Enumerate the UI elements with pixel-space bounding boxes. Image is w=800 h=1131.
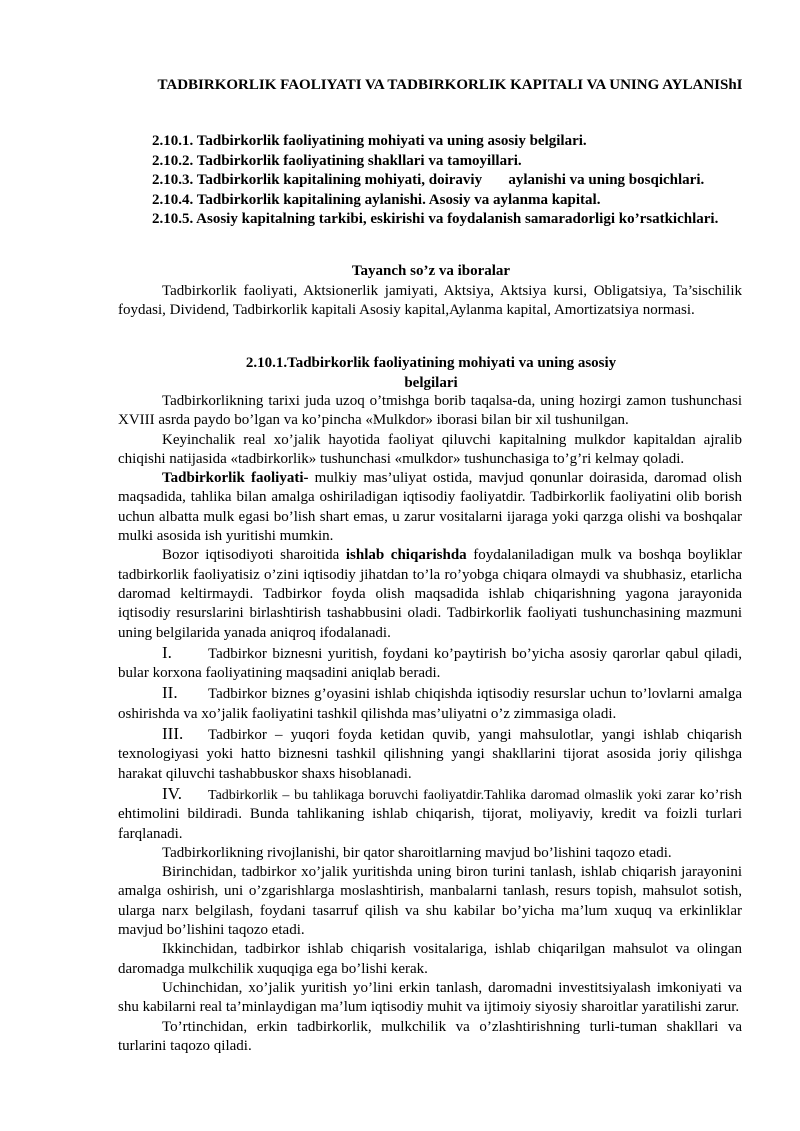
paragraph: Ikkinchidan, tadbirkor ishlab chiqarish vositalariga, ishlab chiqarilgan mahsulot va olingan daromadga mulkchilik xuquqiga ega bo’lishi kerak. [118,941,742,977]
item-number: I. [162,642,172,662]
paragraph: Keyinchalik real xo’jalik hayotida faoliyat qiluvchi kapitalning mulkdor kapitaldan ajralib chiqishi natijasida «tadbirkorlik» tushunchasi «mulkdor» tushunchasiga to’g’ri kelmay qoladi. [118,431,742,467]
paragraph: Birinchidan, tadbirkor xo’jalik yuritishda uning biron turini tanlash, ishlab chiqarish jarayonini amalga oshirish, uni o’zgarishlarga moslashtirish, manbalarni tanlash, resurs topish, mahsulot sotish, ularga narx belgilash, foydani tasarruf qilish va shu kabilar bo’yicha ma’lum xuquq va erkinliklar mavjud bo’lishini taqozo etadi. [118,864,742,939]
toc-item: 2.10.4. Tadbirkorlik kapitalining aylanishi. Asosiy va aylanma kapital. [152,191,601,208]
paragraph: Uchinchidan, xo’jalik yuritish yo’lini erkin tanlash, daromadni investitsiyalash imkoniyati va shu kabilarni real ta’minlaydigan ma’lum iqtisodiy muhit va ijtimoiy siyosiy sharoitlar yaratilishi zarur. [118,979,742,1016]
document-title: TADBIRKORLIK FAOLIYATI VA TADBIRKORLIK KAPITALI VA UNING AYLANIShI [157,77,743,93]
paragraph: Tadbirkorlik faoliyati- mulkiy mas’uliyat ostida, mavjud qonunlar doirasida, daromad olish maqsadida, tahlika bilan amalga oshiriladigan iqtisodiy faoliyatdir. Tadbirkorlik faoliyatini olib borish uchun albatta mulk egasi bo’lish shart emas, u zarur vositalarni ijaraga yoki qarzga olishi va boshqalar mulki asosida ish yuritishi mumkin. [118,470,742,545]
numbered-item: I. Tadbirkor biznesni yuritish, foydani ko’paytirish bo’yicha asosiy qarorlar qabul qiladi, bular korxona faoliyatining maqsadini aniqlab beradi. [118,642,742,682]
numbered-item: III. Tadbirkor – yuqori foyda ketidan quvib, yangi mahsulotlar, yangi ishlab chiqarish texnologiyasi yoki hatto biznesni tashkil qilishning yangi shakllarini tijorat asosida joriy qilishga harakat qiluvchi tashabbuskor shaxs hisoblanadi. [118,724,742,782]
toc-item: 2.10.1. Tadbirkorlik faoliyatining mohiyati va uning asosiy belgilari. [152,133,587,149]
keywords-block [118,282,742,321]
term-bold: Tadbirkorlik faoliyati- [162,470,309,487]
toc-item: 2.10.2. Tadbirkorlik faoliyatining shakllari va tamoyillari. [152,152,522,169]
section-body [118,392,742,1056]
keywords-heading: Tayanch so’z va iboralar [351,263,511,279]
paragraph: Tadbirkorlikning rivojlanishi, bir qator sharoitlarning mavjud bo’lishini taqozo etadi. [162,844,672,861]
toc-item: 2.10.3. Tadbirkorlik kapitalining mohiyati, doiraviy aylanishi va uning bosqichlari. [152,172,705,188]
section-heading-line-2: belgilari [404,374,458,391]
toc-item: 2.10.5. Asosiy kapitalning tarkibi, eskirishi va foydalanish samaradorligi ko’rsatkichlari. [152,211,719,227]
term-bold: ishlab chiqarishda [345,547,467,564]
section-heading-line-1: 2.10.1.Tadbirkorlik faoliyatining mohiyati va uning asosiy [245,355,617,371]
section-heading [120,354,742,393]
numbered-item: IV. Tadbirkorlik – bu tahlikaga boruvchi faoliyatdir.Tahlika daromad olmaslik yoki zarar ko’rish ehtimolini bildiradi. Bunda tahlikaning ishlab chiqarish, tijorat, moliyaviy, kredit va foizli turlari farqlanadi. [118,783,743,842]
item-number: II. [162,683,178,703]
paragraph: Tadbirkorlikning tarixi juda uzoq o’tmishga borib taqalsa-da, uning hozirgi zamon tushunchasi XVIII asrda paydo bo’lgan va ko’pincha «Mulkdor» iborasi bilan bir xil tushunilgan. [118,393,742,429]
keywords-text: Tadbirkorlik faoliyati, Aktsionerlik jamiyati, Aktsiya, Aktsiya kursi, Obligatsiya, Ta’sischilik foydasi, Dividend, Tadbirkorlik kapitali Asosiy kapital,Aylanma kapital, Amortizatsiya normasi. [118,283,742,319]
paragraph: Bozor iqtisodiyoti sharoitida ishlab chiqarishda foydalaniladigan mulk va boshqa boyliklar tadbirkorlik faoliyatisiz o’zini iqtisodiy jihatdan to’la ro’yobga chiqara olmaydi va shubhasiz, etarlicha daromad keltirmaydi. Tadbirkor foyda olish maqsadida ishlab chiqarishning yagona jarayonida iqtisodiy resurslarini birlashtirish tashabbusini oladi. Tadbirkorlik faoliyati tushunchasining mazmuni uning belgilarida yanada aniqroq ifodalanadi. [118,547,742,641]
numbered-item: II. Tadbirkor biznes g’oyasini ishlab chiqishda iqtisodiy resurslar uchun to’lovlarni amalga oshirishda va xo’jalik faoliyatini tashkil qilishda mas’uliyatni o’z zimmasiga oladi. [118,683,742,722]
paragraph: To’rtinchidan, erkin tadbirkorlik, mulkchilik va o’zlashtirishning turli-tuman shakllari va turlarini taqozo qiladi. [118,1018,742,1054]
item-number: IV. [162,783,182,803]
item-number: III. [162,724,184,744]
table-of-contents [152,132,742,230]
